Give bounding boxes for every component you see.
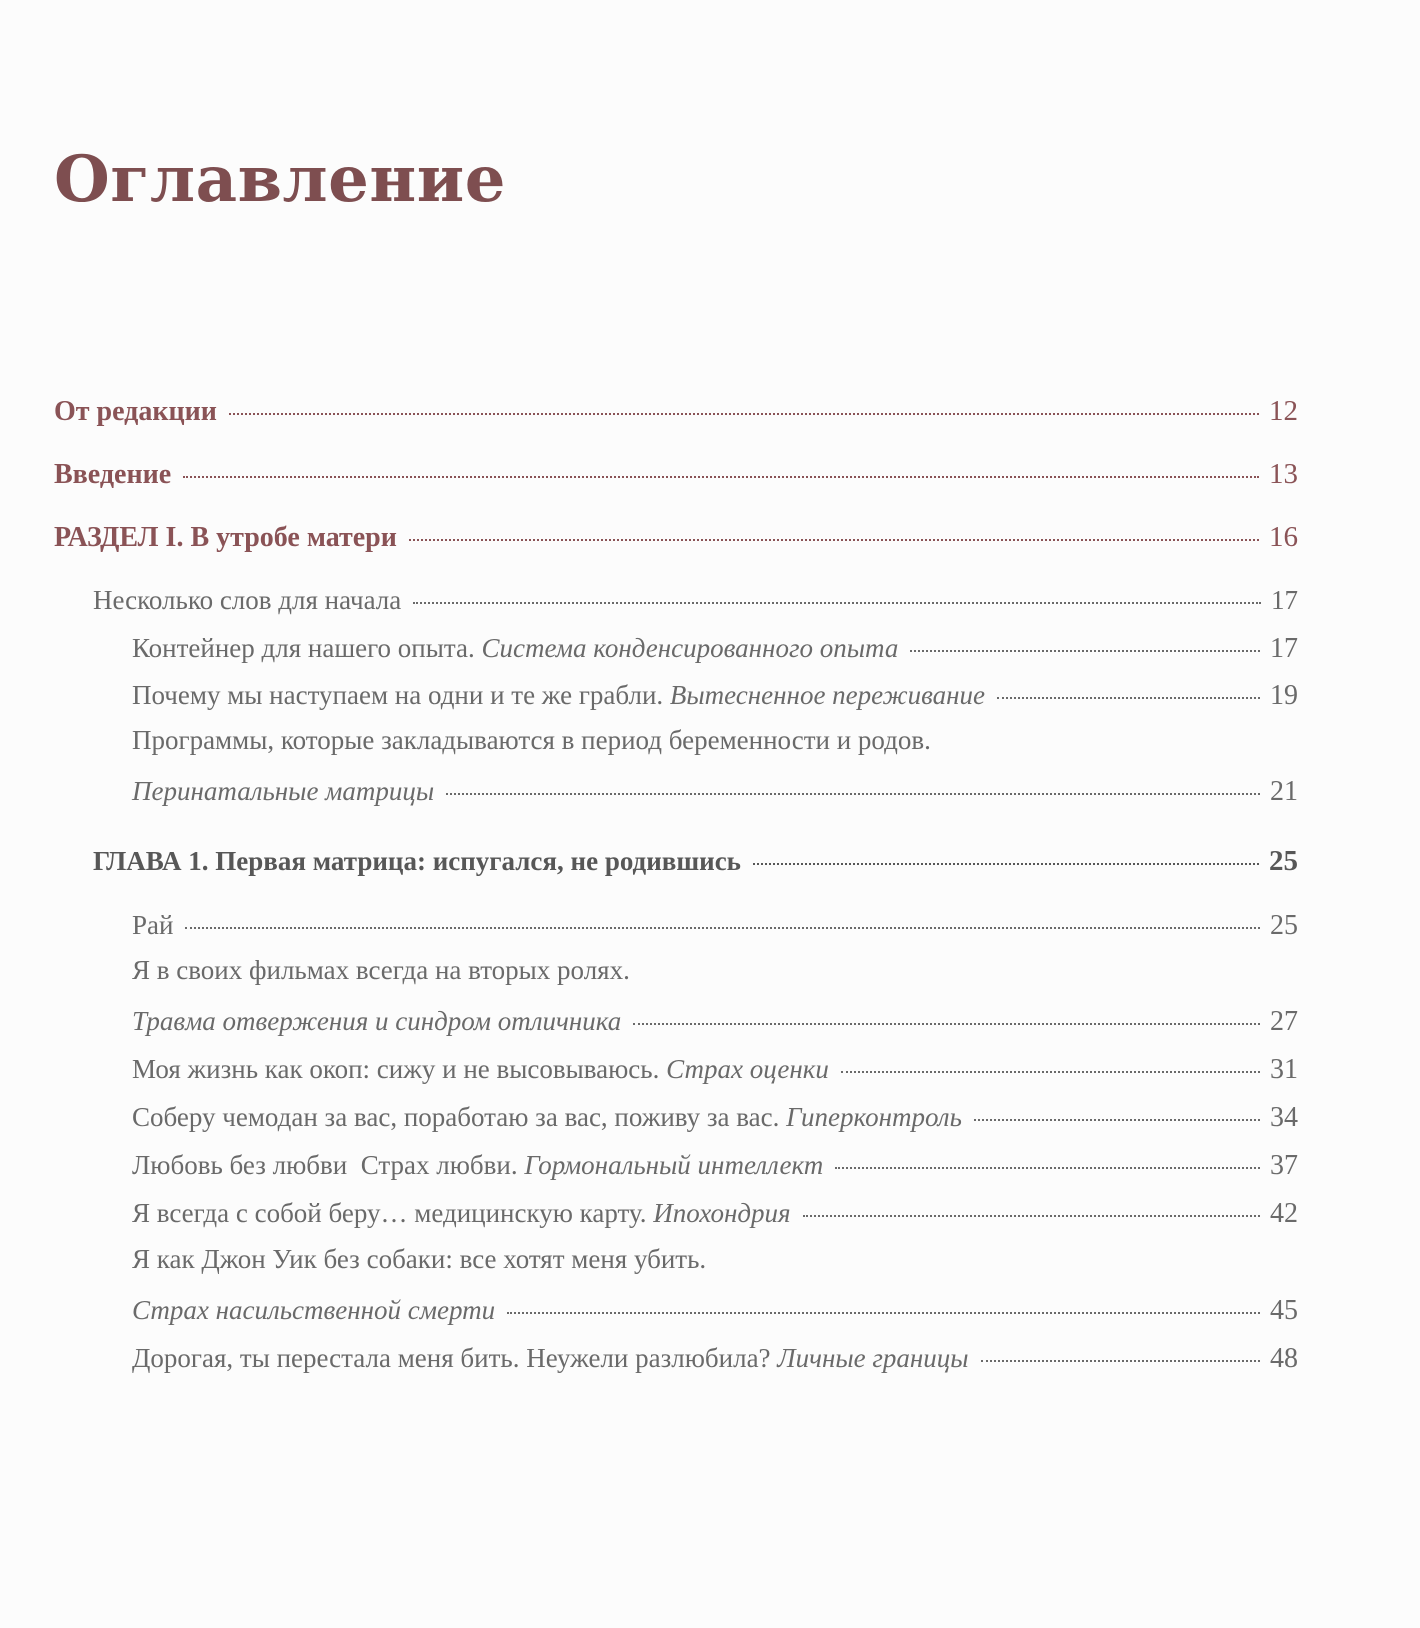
toc-entry-title-regular: Моя жизнь как окоп: сижу и не высовываюсь. [132, 1054, 667, 1084]
toc-entry-perinatal-matrices[interactable] [132, 773, 1298, 808]
toc-entry-page: 37 [1270, 1150, 1298, 1181]
toc-entry-second-roles-line1[interactable] [132, 955, 1298, 986]
dot-leader [633, 1003, 1260, 1030]
toc-entry-title-italic: Ипохондрия [653, 1198, 791, 1228]
toc-entry-fear-of-evaluation[interactable] [132, 1051, 1298, 1086]
toc-entry-title-regular: Контейнер для нашего опыта. [132, 633, 482, 663]
dot-leader [974, 1099, 1260, 1126]
toc-entry-title-regular: Почему мы наступаем на одни и те же грабли. [132, 680, 670, 710]
toc-entry-page: 31 [1270, 1054, 1298, 1085]
toc-entry-rakes[interactable] [132, 677, 1298, 712]
toc-entry-container[interactable] [132, 630, 1298, 665]
dot-leader [835, 1147, 1260, 1174]
toc-entry-chapter-1[interactable] [93, 843, 1298, 878]
toc-entry-title [132, 680, 985, 711]
toc-entry-page: 25 [1269, 845, 1298, 877]
toc-entry-hormonal-intellect[interactable] [132, 1147, 1298, 1182]
toc-entry-title-italic: Гиперконтроль [786, 1102, 962, 1132]
toc-entry-title-italic: Травма отвержения и синдром отличника [132, 1006, 622, 1036]
toc-entry-title-italic: Перинатальные матрицы [132, 776, 435, 806]
toc-entry-foreword[interactable] [93, 582, 1298, 616]
toc-entry-page: 42 [1270, 1198, 1298, 1229]
toc-entry-title: ГЛАВА 1. Первая матрица: испугался, не родившись [93, 846, 741, 876]
dot-leader [409, 518, 1259, 546]
toc-entry-title-regular: Я всегда с собой беру… медицинскую карту. [132, 1198, 654, 1228]
toc-entry-page: 25 [1270, 910, 1298, 941]
toc-entry-programs-line1[interactable] [132, 725, 1298, 756]
toc-entry-title-regular: Любовь без любви Страх любви. [132, 1150, 525, 1180]
toc-entry-page: 48 [1270, 1343, 1298, 1374]
toc-entry-title: Я как Джон Уик без собаки: все хотят меня убить. [132, 1244, 707, 1274]
toc-entry-introduction[interactable] [54, 455, 1298, 491]
toc-entry-rejection-trauma[interactable] [132, 1003, 1298, 1038]
toc-entry-page: 16 [1269, 521, 1298, 553]
toc-entry-page: 17 [1270, 633, 1298, 664]
toc-entry-section-1[interactable] [54, 518, 1298, 554]
dot-leader [446, 773, 1260, 800]
dot-leader [413, 582, 1261, 609]
toc-entry-title-italic: Вытесненное переживание [669, 680, 986, 710]
toc-entry-title-regular: Дорогая, ты перестала меня бить. Неужели разлюбила? [132, 1343, 778, 1373]
toc-entry-title [132, 633, 898, 664]
toc-entry-title: От редакции [54, 396, 217, 427]
toc-entry-page: 19 [1270, 680, 1298, 711]
toc-entry-page: 27 [1270, 1006, 1298, 1037]
dot-leader [229, 392, 1259, 420]
toc-entry-page: 17 [1271, 585, 1298, 615]
toc-entry-page: 13 [1269, 458, 1298, 490]
toc-entry-hypochondria[interactable] [132, 1195, 1298, 1230]
toc-entry-title: Несколько слов для начала [93, 585, 402, 615]
dot-leader [981, 1340, 1260, 1367]
toc-entry-title [132, 1054, 829, 1085]
toc-entry-title-italic: Страх насильственной смерти [132, 1295, 496, 1325]
toc-entry-john-wick-line1[interactable] [132, 1244, 1298, 1275]
toc-entry-title-regular: Соберу чемодан за вас, поработаю за вас, поживу за вас. [132, 1102, 787, 1132]
toc-entry-editorial[interactable] [54, 392, 1298, 428]
toc-entry-title [132, 1102, 962, 1133]
dot-leader [997, 677, 1260, 704]
toc-entry-title-italic: Личные границы [777, 1343, 969, 1373]
toc-entry-title-italic: Система конденсированного опыта [481, 633, 899, 663]
toc-entry-title: Программы, которые закладываются в период беременности и родов. [132, 725, 931, 755]
toc-entry-page: 21 [1270, 776, 1298, 807]
toc-entry-hypercontrol[interactable] [132, 1099, 1298, 1134]
toc-entry-page: 45 [1270, 1295, 1298, 1326]
toc-entry-title: Я в своих фильмах всегда на вторых ролях. [132, 955, 630, 985]
toc-entry-title: Рай [132, 910, 174, 940]
dot-leader [841, 1051, 1260, 1078]
toc-entry-title-italic: Страх оценки [666, 1054, 829, 1084]
toc-entry-title [132, 1150, 823, 1181]
dot-leader [910, 630, 1260, 657]
toc-entry-page: 34 [1270, 1102, 1298, 1133]
toc-entry-personal-boundaries[interactable] [132, 1340, 1298, 1375]
toc-entry-title [132, 1198, 791, 1229]
dot-leader [183, 455, 1259, 483]
toc-entry-fear-of-violent-death[interactable] [132, 1292, 1298, 1327]
toc-entry-title-italic: Гормональный интеллект [524, 1150, 824, 1180]
toc-entry-title: РАЗДЕЛ I. В утробе матери [54, 522, 397, 553]
page-title: Оглавление [54, 142, 506, 217]
dot-leader [507, 1292, 1260, 1319]
toc-entry-title [132, 1343, 969, 1374]
toc-entry-title: Введение [54, 459, 172, 490]
toc-entry-paradise[interactable] [132, 907, 1298, 942]
dot-leader [803, 1195, 1260, 1222]
dot-leader [185, 907, 1260, 934]
dot-leader [753, 843, 1259, 870]
toc-entry-page: 12 [1269, 395, 1298, 427]
